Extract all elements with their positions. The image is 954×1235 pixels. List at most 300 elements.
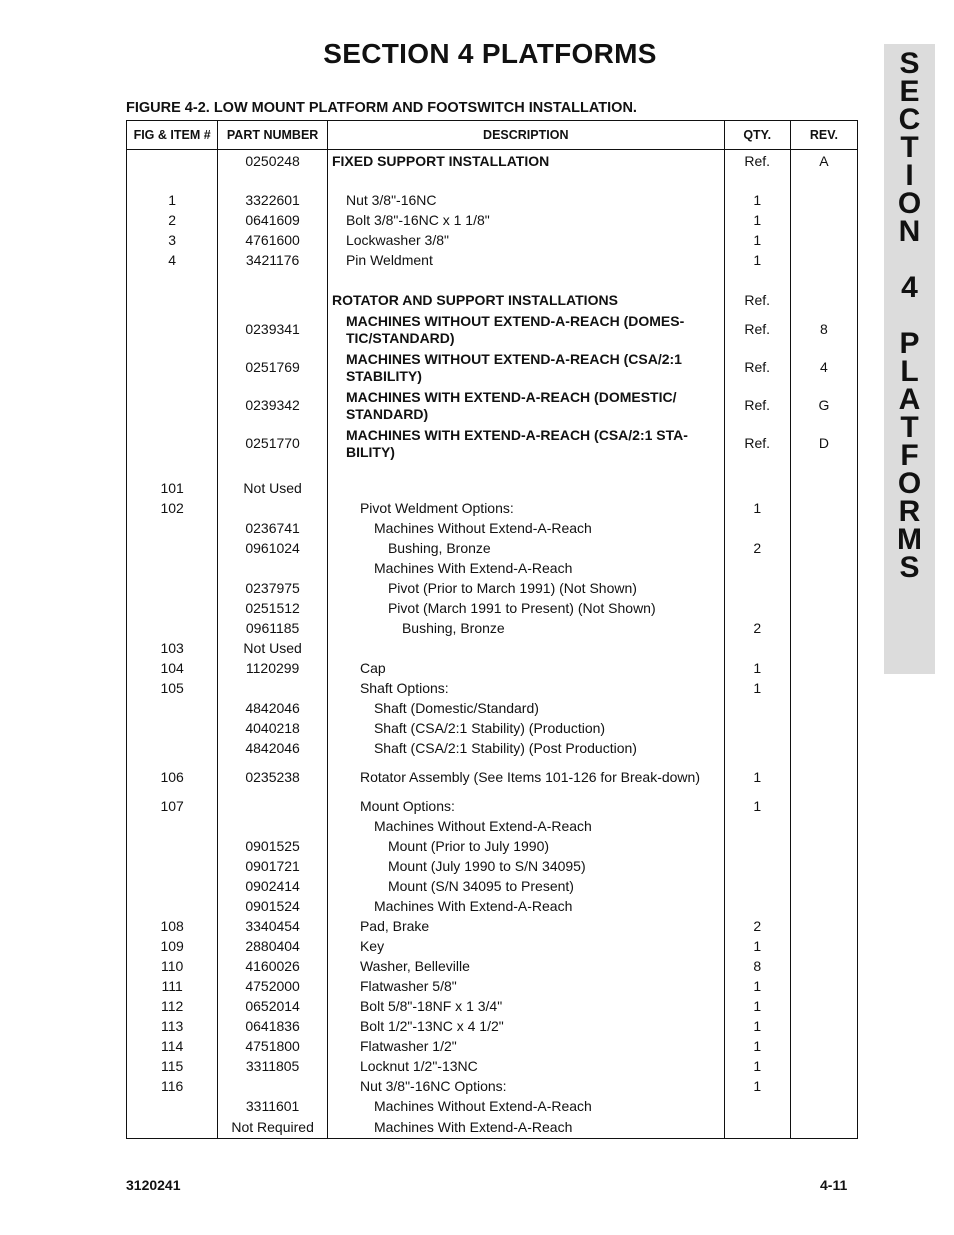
cell-item [127,1117,218,1139]
side-tab-letter: N [898,215,921,248]
cell-part-number: 0901525 [218,837,328,857]
table-row [127,519,858,539]
side-tab-letter [884,246,935,274]
cell-description [327,479,724,499]
cell-item [127,897,218,917]
cell-description [327,174,724,191]
header-fig-item: FIG & ITEM # [127,121,218,150]
table-row [127,1117,858,1139]
table-row [127,387,858,425]
cell-part-number: Not Used [218,479,328,499]
cell-part-number: 3311601 [218,1097,328,1117]
cell-item: 115 [127,1057,218,1077]
cell-part-number: 4752000 [218,977,328,997]
cell-description [327,463,724,479]
cell-qty [724,479,790,499]
table-row [127,797,858,817]
cell-qty: Ref. [724,387,790,425]
cell-rev [790,1077,857,1097]
cell-rev [790,719,857,739]
table-row [127,1017,858,1037]
cell-part-number [218,174,328,191]
parts-table [126,120,858,1139]
cell-part-number [218,559,328,579]
table-row [127,150,858,174]
cell-item [127,291,218,311]
cell-item [127,519,218,539]
table-row [127,539,858,559]
cell-description: Machines Without Extend-A-Reach [327,1097,724,1117]
page-title: SECTION 4 PLATFORMS [323,38,657,69]
table-row [127,977,858,997]
cell-part-number: 0652014 [218,997,328,1017]
cell-item [127,271,218,291]
cell-part-number: 0641609 [218,211,328,231]
cell-rev [790,1097,857,1117]
cell-description: Shaft Options: [327,679,724,699]
cell-qty [724,579,790,599]
cell-qty: 1 [724,977,790,997]
cell-rev [790,231,857,251]
cell-item [127,539,218,559]
cell-item [127,150,218,174]
table-row [127,211,858,231]
cell-qty [724,174,790,191]
table-row [127,291,858,311]
cell-description: Machines With Extend-A-Reach [327,1117,724,1139]
cell-item [127,599,218,619]
cell-item: 113 [127,1017,218,1037]
cell-item: 116 [127,1077,218,1097]
cell-part-number: 0901524 [218,897,328,917]
cell-item [127,349,218,387]
table-row [127,957,858,977]
cell-item [127,174,218,191]
cell-part-number: 0641836 [218,1017,328,1037]
table-row [127,917,858,937]
cell-qty [724,699,790,719]
side-tab-letter: F [900,439,919,472]
cell-rev [790,271,857,291]
side-tab-letter [884,302,935,330]
cell-qty: 1 [724,1037,790,1057]
table-row [127,311,858,349]
cell-description: Flatwasher 1/2" [327,1037,724,1057]
cell-description: Mount Options: [327,797,724,817]
document-number: 3120241 [126,1177,181,1193]
table-row [127,857,858,877]
cell-qty: Ref. [724,349,790,387]
cell-qty: 2 [724,917,790,937]
cell-rev [790,579,857,599]
table-row [127,897,858,917]
cell-part-number: Not Used [218,639,328,659]
cell-item: 110 [127,957,218,977]
cell-part-number: 1120299 [218,659,328,679]
table-row [127,251,858,271]
cell-rev [790,877,857,897]
cell-item [127,719,218,739]
cell-description [327,639,724,659]
cell-part-number: 0235238 [218,759,328,797]
cell-description: ROTATOR AND SUPPORT INSTALLATIONS [327,291,724,311]
cell-part-number: 4040218 [218,719,328,739]
table-header-row [127,121,858,150]
cell-rev [790,797,857,817]
cell-part-number [218,817,328,837]
cell-qty: 2 [724,539,790,559]
cell-part-number: 4842046 [218,699,328,719]
cell-rev [790,937,857,957]
cell-description: Bushing, Bronze [327,539,724,559]
cell-rev [790,291,857,311]
table-row [127,659,858,679]
table-row [127,997,858,1017]
cell-description: Machines With Extend-A-Reach [327,897,724,917]
cell-qty: 8 [724,957,790,977]
cell-qty [724,1117,790,1139]
cell-rev [790,1057,857,1077]
cell-qty [724,857,790,877]
side-tab-letter: O [897,187,922,220]
cell-description: MACHINES WITHOUT EXTEND-A-REACH (DOMES-TIC/STANDARD) [327,311,724,349]
cell-rev [790,1117,857,1139]
cell-part-number: 4751800 [218,1037,328,1057]
header-rev: REV. [790,121,857,150]
cell-item [127,857,218,877]
cell-description: Nut 3/8"-16NC [327,191,724,211]
cell-rev [790,659,857,679]
side-tab-letter: T [900,411,919,444]
cell-description: Pivot (Prior to March 1991) (Not Shown) [327,579,724,599]
cell-part-number: 3311805 [218,1057,328,1077]
cell-rev [790,1037,857,1057]
side-tab-letter: S [899,551,920,584]
cell-description: Shaft (CSA/2:1 Stability) (Production) [327,719,724,739]
cell-description [327,271,724,291]
cell-part-number: 4761600 [218,231,328,251]
table-row [127,599,858,619]
cell-item [127,387,218,425]
cell-rev [790,559,857,579]
cell-item: 108 [127,917,218,937]
cell-qty [724,463,790,479]
cell-item: 106 [127,759,218,797]
cell-rev [790,539,857,559]
cell-qty: 1 [724,251,790,271]
cell-part-number [218,797,328,817]
cell-part-number: 0961024 [218,539,328,559]
table-row [127,817,858,837]
cell-item: 111 [127,977,218,997]
cell-part-number: 0239341 [218,311,328,349]
cell-rev: A [790,150,857,174]
cell-qty [724,1097,790,1117]
cell-rev [790,699,857,719]
cell-item: 1 [127,191,218,211]
cell-qty: 1 [724,659,790,679]
cell-item [127,463,218,479]
cell-rev [790,599,857,619]
table-row [127,425,858,463]
cell-rev [790,479,857,499]
header-qty: QTY. [724,121,790,150]
cell-qty [724,739,790,759]
cell-qty: Ref. [724,311,790,349]
table-row [127,937,858,957]
cell-part-number: 0250248 [218,150,328,174]
cell-description: Bolt 1/2"-13NC x 4 1/2" [327,1017,724,1037]
cell-description: Rotator Assembly (See Items 101-126 for Break-down) [327,759,724,797]
cell-part-number: 3340454 [218,917,328,937]
cell-item: 3 [127,231,218,251]
cell-qty [724,897,790,917]
cell-part-number: 0901721 [218,857,328,877]
table-row [127,579,858,599]
cell-qty [724,271,790,291]
table-row [127,1077,858,1097]
cell-description: Bolt 3/8"-16NC x 1 1/8" [327,211,724,231]
cell-part-number [218,463,328,479]
table-row [127,759,858,797]
cell-rev [790,997,857,1017]
cell-qty: 1 [724,1017,790,1037]
cell-qty: 1 [724,231,790,251]
cell-part-number: 3322601 [218,191,328,211]
side-tab-letter: T [900,131,919,164]
cell-description: Machines Without Extend-A-Reach [327,817,724,837]
cell-rev [790,957,857,977]
cell-item [127,619,218,639]
cell-item [127,559,218,579]
cell-item [127,837,218,857]
cell-rev: 8 [790,311,857,349]
side-tab-letter: R [898,495,921,528]
cell-rev [790,759,857,797]
cell-part-number: 0251769 [218,349,328,387]
cell-part-number: 2880404 [218,937,328,957]
cell-item: 109 [127,937,218,957]
cell-qty: Ref. [724,425,790,463]
header-description: DESCRIPTION [327,121,724,150]
cell-rev [790,463,857,479]
cell-part-number: 0961185 [218,619,328,639]
cell-description: Key [327,937,724,957]
cell-qty: 1 [724,797,790,817]
table-row [127,1097,858,1117]
cell-description: Pad, Brake [327,917,724,937]
cell-description: Mount (July 1990 to S/N 34095) [327,857,724,877]
table-row [127,1057,858,1077]
table-row [127,463,858,479]
cell-qty [724,639,790,659]
cell-qty: Ref. [724,150,790,174]
cell-description: Nut 3/8"-16NC Options: [327,1077,724,1097]
cell-qty [724,719,790,739]
table-row [127,499,858,519]
cell-qty: 1 [724,499,790,519]
cell-item: 104 [127,659,218,679]
table-row [127,699,858,719]
cell-description: Locknut 1/2"-13NC [327,1057,724,1077]
cell-description: Lockwasher 3/8" [327,231,724,251]
cell-qty: 2 [724,619,790,639]
cell-rev [790,639,857,659]
cell-qty: 1 [724,211,790,231]
cell-item: 105 [127,679,218,699]
cell-item: 101 [127,479,218,499]
side-tab-letter: I [905,159,914,192]
cell-rev [790,917,857,937]
cell-qty [724,817,790,837]
cell-qty [724,519,790,539]
cell-rev [790,977,857,997]
cell-part-number: 0237975 [218,579,328,599]
side-tab-letter: P [899,327,920,360]
cell-item: 4 [127,251,218,271]
table-row [127,877,858,897]
cell-rev: G [790,387,857,425]
cell-description: MACHINES WITHOUT EXTEND-A-REACH (CSA/2:1 STABILITY) [327,349,724,387]
table-row [127,739,858,759]
cell-description: Cap [327,659,724,679]
table-body [127,150,858,1139]
cell-item [127,425,218,463]
cell-description: Bolt 5/8"-18NF x 1 3/4" [327,997,724,1017]
cell-item [127,579,218,599]
cell-item: 103 [127,639,218,659]
cell-description: Pivot Weldment Options: [327,499,724,519]
side-tab-letter: E [899,75,920,108]
cell-part-number: 0251770 [218,425,328,463]
table-row [127,349,858,387]
cell-part-number [218,499,328,519]
cell-qty: 1 [724,1057,790,1077]
table-row [127,479,858,499]
cell-qty [724,559,790,579]
cell-item: 112 [127,997,218,1017]
cell-description: FIXED SUPPORT INSTALLATION [327,150,724,174]
cell-rev [790,739,857,759]
figure-caption: FIGURE 4-2. LOW MOUNT PLATFORM AND FOOTSWITCH INSTALLATION. [126,100,637,116]
cell-rev [790,857,857,877]
cell-rev: 4 [790,349,857,387]
cell-rev [790,1017,857,1037]
cell-part-number: 3421176 [218,251,328,271]
table-row [127,1037,858,1057]
cell-item [127,1097,218,1117]
cell-description: Bushing, Bronze [327,619,724,639]
cell-part-number: 4160026 [218,957,328,977]
cell-description: MACHINES WITH EXTEND-A-REACH (DOMESTIC/ STANDARD) [327,387,724,425]
cell-description: Mount (Prior to July 1990) [327,837,724,857]
cell-description: MACHINES WITH EXTEND-A-REACH (CSA/2:1 STA-BILITY) [327,425,724,463]
header-part-number: PART NUMBER [218,121,328,150]
table-row [127,679,858,699]
cell-rev [790,679,857,699]
side-tab-letter: A [898,383,921,416]
cell-item: 102 [127,499,218,519]
cell-item [127,877,218,897]
side-tab-letter: O [897,467,922,500]
cell-qty: 1 [724,679,790,699]
cell-qty: 1 [724,1077,790,1097]
cell-qty: Ref. [724,291,790,311]
cell-qty [724,837,790,857]
cell-description: Pin Weldment [327,251,724,271]
cell-rev [790,817,857,837]
cell-rev [790,519,857,539]
cell-rev [790,174,857,191]
side-tab-letter: 4 [901,271,918,304]
cell-description: Machines Without Extend-A-Reach [327,519,724,539]
cell-rev: D [790,425,857,463]
cell-item: 114 [127,1037,218,1057]
cell-rev [790,619,857,639]
cell-part-number [218,1077,328,1097]
cell-part-number [218,679,328,699]
table-row [127,619,858,639]
side-tab-letter: M [897,523,922,556]
side-tab-letters [884,47,935,584]
page-number: 4-11 [820,1177,848,1193]
side-tab-letter: C [898,103,921,136]
cell-part-number: Not Required [218,1117,328,1139]
cell-description: Shaft (Domestic/Standard) [327,699,724,719]
cell-part-number [218,271,328,291]
cell-part-number: 0902414 [218,877,328,897]
cell-rev [790,499,857,519]
cell-qty: 1 [724,191,790,211]
table-row [127,174,858,191]
section-side-tab [884,44,935,674]
cell-rev [790,211,857,231]
cell-rev [790,897,857,917]
table-row [127,271,858,291]
table-row [127,837,858,857]
cell-qty: 1 [724,997,790,1017]
cell-description: Pivot (March 1991 to Present) (Not Shown) [327,599,724,619]
table-row [127,719,858,739]
cell-rev [790,251,857,271]
cell-qty: 1 [724,759,790,797]
cell-qty: 1 [724,937,790,957]
cell-part-number: 0251512 [218,599,328,619]
cell-item [127,311,218,349]
side-tab-letter: S [899,47,920,80]
table-row [127,559,858,579]
cell-rev [790,191,857,211]
cell-item: 2 [127,211,218,231]
cell-rev [790,837,857,857]
side-tab-letter: L [900,355,919,388]
cell-description: Mount (S/N 34095 to Present) [327,877,724,897]
cell-description: Shaft (CSA/2:1 Stability) (Post Production) [327,739,724,759]
cell-part-number: 4842046 [218,739,328,759]
cell-description: Washer, Belleville [327,957,724,977]
cell-part-number: 0239342 [218,387,328,425]
cell-description: Flatwasher 5/8" [327,977,724,997]
cell-qty [724,599,790,619]
cell-item [127,699,218,719]
cell-part-number: 0236741 [218,519,328,539]
cell-description: Machines With Extend-A-Reach [327,559,724,579]
table-row [127,191,858,211]
cell-qty [724,877,790,897]
cell-item: 107 [127,797,218,817]
cell-part-number [218,291,328,311]
cell-item [127,817,218,837]
